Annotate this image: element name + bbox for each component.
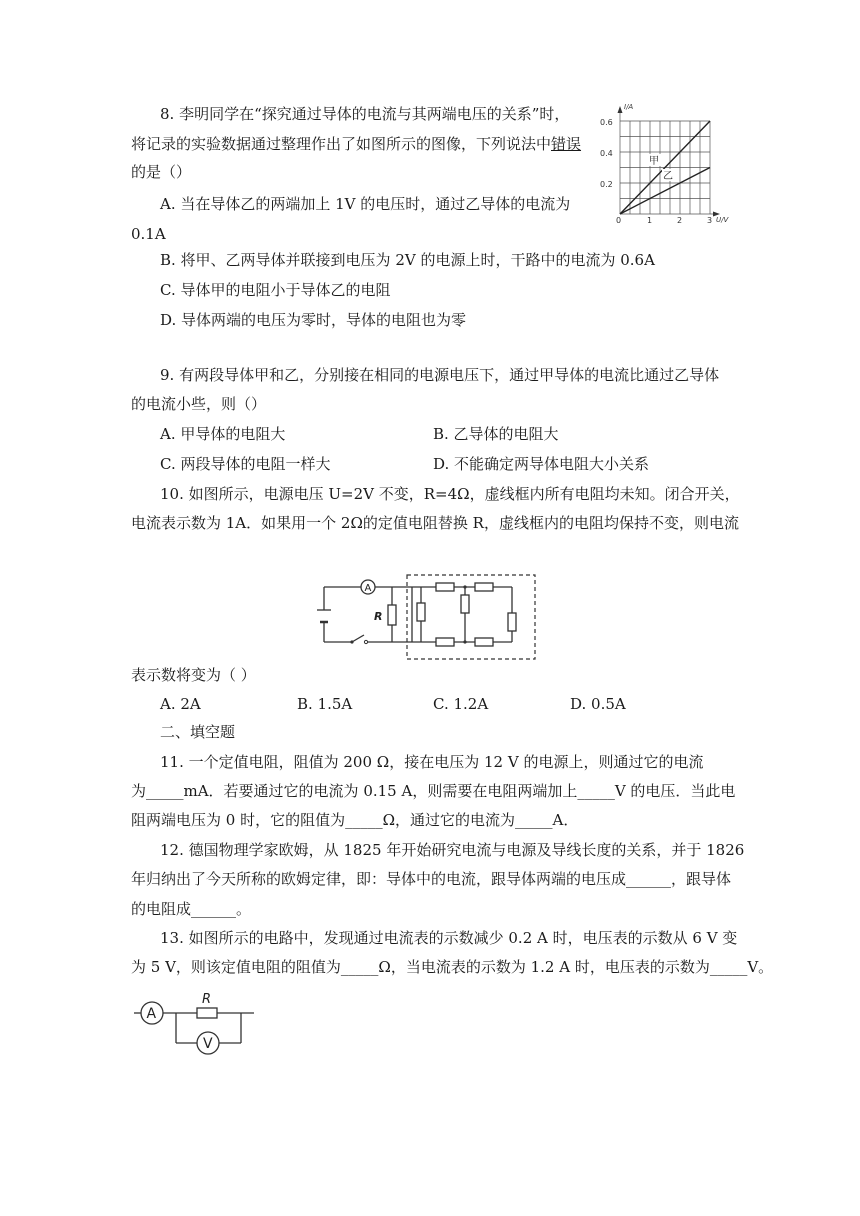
q13-circuit-diagram [132, 986, 257, 1058]
box-resistor-top-2 [475, 583, 493, 591]
q8-option-a-line1: A. 当在导体乙的两端加上 1V 的电压时，通过乙导体的电流为 [160, 195, 571, 213]
x-tick-3: 3 [707, 216, 713, 225]
q9-option-b: B. 乙导体的电阻大 [433, 425, 559, 443]
series-label-jia: 甲 [649, 156, 659, 167]
q9-stem-line1: 9. 有两段导体甲和乙，分别接在相同的电源电压下，通过甲导体的电流比通过乙导体 [160, 366, 720, 384]
q9-option-a: A. 甲导体的电阻大 [160, 425, 286, 443]
y-tick-0.6: 0.6 [600, 118, 613, 127]
q8-stem-line2 [131, 134, 581, 154]
q11-line2: 为_____mA．若要通过它的电流为 0.15 A，则需要在电阻两端加上_____V 的电压．当此电 [131, 782, 736, 800]
q8-option-b: B. 将甲、乙两导体并联接到电压为 2V 的电源上时，干路中的电流为 0.6A [160, 251, 655, 269]
x-tick-1: 1 [647, 216, 653, 225]
y-tick-0.2: 0.2 [600, 180, 613, 189]
q10-stem-line1: 10. 如图所示，电源电压 U=2V 不变，R=4Ω，虚线框内所有电阻均未知。闭合开关， [160, 485, 740, 503]
q8-option-c: C. 导体甲的电阻小于导体乙的电阻 [160, 281, 391, 299]
resistor-r [388, 605, 396, 625]
ammeter-label: A [364, 583, 372, 594]
q10-stem-line2: 电流表示数为 1A．如果用一个 2Ω的定值电阻替换 R，虚线框内的电阻均保持不变，则电流 [131, 514, 739, 532]
q8-iu-chart [596, 96, 736, 226]
q13-line1: 13. 如图所示的电路中，发现通过电流表的示数减少 0.2 A 时，电压表的示数从 6 V 变 [160, 929, 738, 947]
y-axis-arrow [618, 106, 623, 113]
q8-stem-line2-text: 将记录的实验数据通过整理作出了如图所示的图像，下列说法中 [131, 135, 552, 153]
q11-line1: 11. 一个定值电阻，阻值为 200 Ω，接在电压为 12 V 的电源上，则通过它的电流 [160, 753, 704, 771]
q10-circuit-diagram [314, 570, 544, 662]
y-tick-0.4: 0.4 [600, 149, 613, 158]
resistor-r-label: R [374, 610, 383, 623]
y-axis-label: I/A [624, 103, 634, 111]
q13-line2: 为 5 V，则该定值电阻的阻值为_____Ω，当电流表的示数为 1.2 A 时，电压表的示数为_____V。 [131, 958, 774, 976]
section-fill-in-title: 二、填空题 [160, 723, 236, 741]
q10-option-b: B. 1.5A [297, 695, 353, 713]
voltmeter-label: V [203, 1036, 213, 1052]
q10-option-c: C. 1.2A [433, 695, 489, 713]
q8-underlined-word: 错误 [551, 135, 582, 153]
ammeter-label: A [146, 1006, 157, 1022]
q9-stem-line2: 的电流小些，则（） [131, 395, 267, 413]
resistor-r [197, 1008, 217, 1018]
q8-option-a-line2: 0.1A [131, 225, 166, 243]
q9-option-d: D. 不能确定两导体电阻大小关系 [433, 455, 650, 473]
x-tick-2: 2 [677, 216, 683, 225]
q8-option-d: D. 导体两端的电压为零时，导体的电阻也为零 [160, 311, 467, 329]
switch-contact [364, 640, 367, 643]
x-tick-0: 0 [616, 216, 622, 225]
box-resistor-left [417, 603, 425, 621]
q12-line3: 的电阻成______。 [131, 900, 252, 918]
q12-line1: 12. 德国物理学家欧姆，从 1825 年开始研究电流与电源及导线长度的关系，并于 1826 [160, 841, 745, 859]
q10-stem-line3: 表示数将变为（ ） [131, 666, 256, 684]
q11-line3: 阻两端电压为 0 时，它的阻值为_____Ω，通过它的电流为_____A． [131, 811, 579, 829]
box-resistor-top-1 [436, 583, 454, 591]
box-resistor-right [508, 613, 516, 631]
q8-stem-line1: 8. 李明同学在“探究通过导体的电流与其两端电压的关系”时， [160, 105, 570, 123]
box-resistor-bottom-2 [475, 638, 493, 646]
switch-blade [352, 635, 364, 642]
resistor-r-label: R [202, 992, 212, 1007]
q10-option-a: A. 2A [160, 695, 201, 713]
q8-stem-line3: 的是（） [131, 163, 192, 181]
q12-line2: 年归纳出了今天所称的欧姆定律，即：导体中的电流，跟导体两端的电压成______，跟导体 [131, 870, 732, 888]
q9-option-c: C. 两段导体的电阻一样大 [160, 455, 331, 473]
box-resistor-bottom-1 [436, 638, 454, 646]
switch-pivot [350, 640, 353, 643]
series-label-yi: 乙 [663, 171, 673, 182]
x-axis-label: U/V [716, 216, 729, 224]
q10-option-d: D. 0.5A [570, 695, 626, 713]
box-resistor-middle [461, 595, 469, 613]
